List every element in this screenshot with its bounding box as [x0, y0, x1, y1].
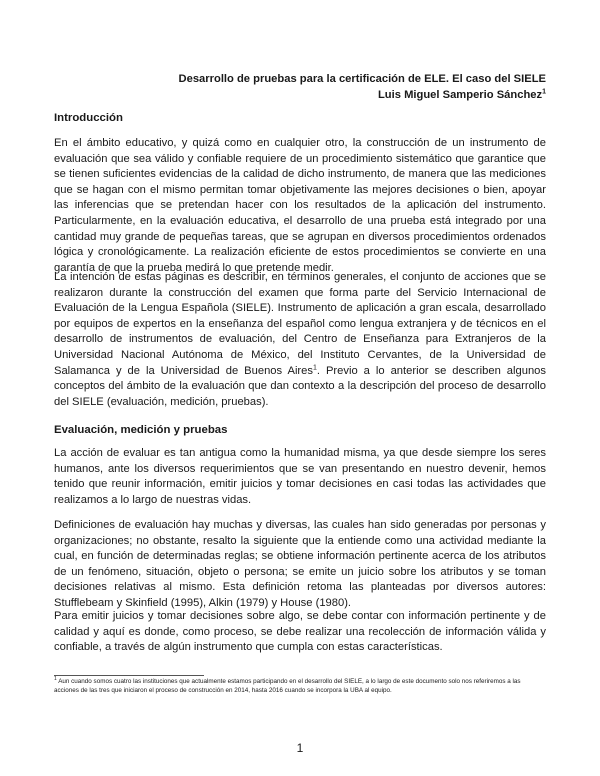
footnote-text: Aun cuando somos cuatro las instituciones que actualmente estamos participando en el desarrollo del SIELE, a lo largo de este documento solo nos referiremos a las acciones de las tres que iniciaron el proceso de construcción en 2014, hasta 2016 cuando se incorpora la UBA al equipo.: [54, 678, 521, 694]
author-footnote-mark: 1: [542, 88, 546, 96]
footnote-ref: 1: [312, 363, 317, 371]
eval-paragraph-3: Para emitir juicios y tomar decisiones sobre algo, se debe contar con información pertinente y de calidad y aquí es donde, como proceso, se debe realizar una recolección de información válida y confiable, a través de algún instrumento que cumpla con estas características.: [54, 610, 546, 654]
intro-paragraph-2: [54, 270, 546, 410]
heading-evaluacion: Evaluación, medición y pruebas: [54, 424, 228, 436]
footnote: [54, 675, 546, 695]
eval-paragraph-2: Definiciones de evaluación hay muchas y diversas, las cuales han sido generadas por personas y organizaciones; no obstante, resalto la siguiente que la entiende como una actividad mediante la cual, en función de determinadas reglas; se obtiene información pertinente acerca de los atributos de un fenómeno, situación, objeto o persona; se emite un juicio sobre los atributos y se toman decisiones relativas al mismo. Esta definición retoma las planteadas por diversos autores: Stufflebeam y Skinfield (1995), Alkin (1979) y House (1980).: [54, 519, 546, 609]
eval-paragraph-1: La acción de evaluar es tan antigua como la humanidad misma, ya que desde siempre los seres humanos, ante los diversos requerimientos que se van presentando en nuestro devenir, hemos tenido que reunir información, emitir juicios y tomar decisiones en casi todas las actividades que realizamos a lo largo de nuestras vidas.: [54, 447, 546, 506]
title-block: [179, 71, 546, 103]
footnote-mark: 1: [54, 675, 57, 682]
page-number: 1: [296, 741, 304, 755]
intro-paragraph-1: En el ámbito educativo, y quizá como en cualquier otro, la construcción de un instrumento de evaluación que sea válido y confiable requiere de un procedimiento sistemático que garantice que se tienen suficientes evidencias de la calidad de dicho instrumento, de manera que las mediciones que se hagan con el mismo permitan tomar objetivamente las mejores decisiones o bien, apoyar las inferencias que se pretendan hacer con los resultados de la aplicación del instrumento. Particularmente, en la evaluación educativa, el desarrollo de una prueba está integrado por una cantidad muy grande de pequeñas tareas, que se agrupan en diversos procedimientos ordenados lógica y cronológicamente. La realización eficiente de estos procedimientos se convierte en una garantía de que la prueba medirá lo que pretende medir.: [54, 137, 546, 274]
author-line: [179, 87, 546, 103]
intro-paragraph-2-text-end: . Previo a lo anterior se describen algunos conceptos del ámbito de la evaluación que dan contexto a la descripción del proceso de desarrollo del SIELE (evaluación, medición, pruebas).: [54, 364, 546, 408]
heading-introduccion: Introducción: [54, 112, 123, 124]
author-name: Luis Miguel Samperio Sánchez: [377, 89, 543, 101]
document-title: Desarrollo de pruebas para la certificación de ELE. El caso del SIELE: [178, 73, 546, 85]
footnote-divider: [54, 675, 204, 676]
intro-paragraph-2-text: La intención de estas páginas es describir, en términos generales, el conjunto de acciones que se realizaron durante la construcción del examen que forma parte del Servicio Internacional de Evaluación de la Lengua Española (SIELE). Instrumento de aplicación a gran escala, desarrollado por equipos de expertos en la enseñanza del español como lengua extranjera y de técnicos en el desarrollo de instrumentos de evaluación, del Centro de Enseñanza para Extranjeros de la Universidad Nacional Autónoma de México, del Instituto Cervantes, de la Universidad de Salamanca y de la Universidad de Buenos Aires: [54, 271, 546, 377]
